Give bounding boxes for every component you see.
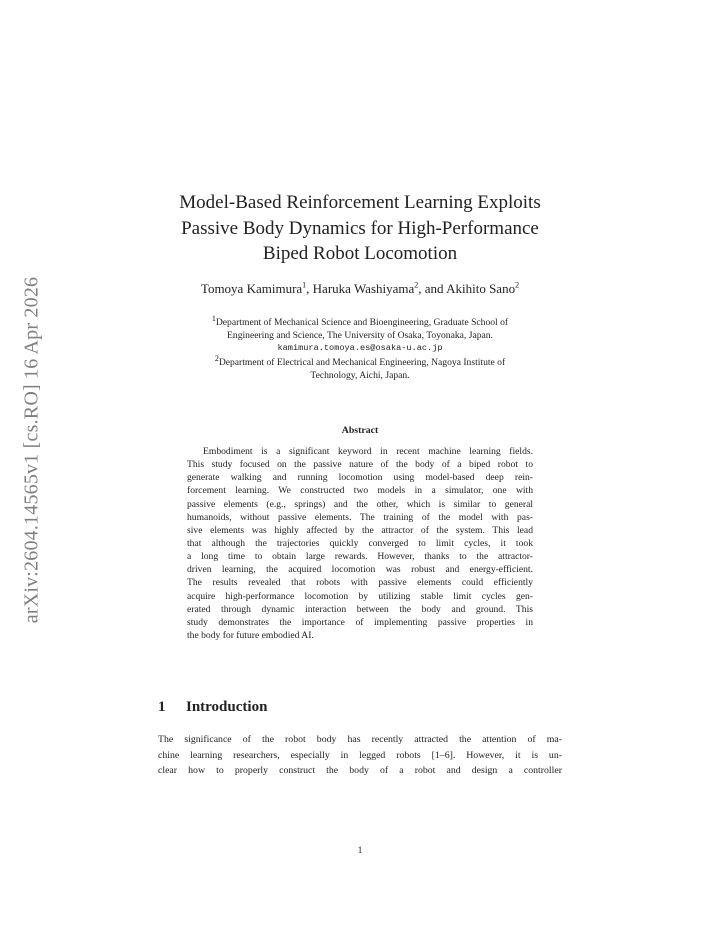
author-separator: , and bbox=[418, 281, 447, 296]
affiliation-mark: 1 bbox=[211, 313, 216, 323]
author-affiliation-mark: 1 bbox=[302, 280, 307, 290]
affiliation-line: $^2$Department of Electrical and Mechanical Engineering, Nagoya Institute of bbox=[214, 353, 506, 368]
title-line: Model-Based Reinforcement Learning Exploits bbox=[179, 192, 541, 213]
page-number: 1 bbox=[357, 845, 363, 856]
introduction-text bbox=[158, 732, 562, 779]
title-line: Biped Robot Locomotion bbox=[262, 243, 458, 264]
abstract-body bbox=[187, 445, 533, 642]
affiliations bbox=[0, 313, 720, 382]
author-email: kamimura.tomoya.es@osaka-u.ac.jp bbox=[277, 343, 443, 354]
abstract-line: The results revealed that robots with passive elements could efficiently bbox=[187, 577, 533, 589]
abstract-line: passive elements (e.g., springs) and the other, which is similar to general bbox=[187, 498, 533, 510]
section-number: 1 bbox=[158, 699, 166, 715]
abstract-line: forcement learning. We constructed two models in a simulator, one with bbox=[187, 485, 533, 497]
abstract-line: humanoids, without passive elements. The training of the model with pas- bbox=[187, 511, 533, 523]
body-line: The significance of the robot body has recently attracted the attention of ma- bbox=[158, 734, 562, 745]
abstract-line: study demonstrates the importance of implementing passive properties in bbox=[187, 616, 533, 628]
body-line: chine learning researchers, especially in legged robots [1–6]. However, it is un- bbox=[158, 749, 562, 761]
abstract-heading: Abstract bbox=[341, 425, 379, 436]
author-name: Tomoya Kamimura bbox=[200, 281, 303, 296]
abstract-line: erated through dynamic interaction between the body and ground. This bbox=[187, 603, 533, 615]
author-list bbox=[0, 281, 720, 297]
abstract-line: the body for future embodied AI. bbox=[187, 629, 314, 641]
abstract-line: a long time to obtain large rewards. However, thanks to the attractor- bbox=[187, 551, 533, 563]
abstract-line: generate walking and running locomotion using model-based deep rein- bbox=[187, 472, 533, 484]
section-title: Introduction bbox=[186, 699, 268, 715]
body-line: clear how to properly construct the body of a robot and design a controller bbox=[158, 765, 562, 777]
abstract-line: driven learning, the acquired locomotion was robust and energy-efficient. bbox=[187, 564, 533, 576]
affiliation-line: Engineering and Science, The University of Osaka, Toyonaka, Japan. bbox=[227, 330, 493, 342]
abstract-line: Embodiment is a significant keyword in recent machine learning fields. bbox=[203, 446, 533, 457]
title-line: Passive Body Dynamics for High-Performance bbox=[181, 217, 539, 239]
abstract-line: This study focused on the passive nature of the body of a biped robot to bbox=[187, 459, 533, 471]
affiliation-line: $^1$Department of Mechanical Science and Bioengineering, Graduate School of bbox=[211, 313, 509, 328]
abstract-line: sive elements was highly affected by the attractor of the system. This lead bbox=[187, 524, 533, 536]
author-affiliation-mark: 2 bbox=[414, 280, 419, 290]
author-name: Akihito Sano bbox=[446, 281, 516, 296]
abstract-line: that although the trajectories quickly converged to limit cycles, it took bbox=[187, 537, 533, 549]
author-affiliation-mark: 2 bbox=[515, 280, 520, 290]
section-heading bbox=[158, 699, 267, 716]
author-separator: , bbox=[306, 281, 313, 296]
affiliation-line: Technology, Aichi, Japan. bbox=[310, 369, 410, 381]
arxiv-identifier-stamp: arXiv:2604.14565v1 [cs.RO] 16 Apr 2026 bbox=[20, 276, 43, 624]
affiliation-mark: 2 bbox=[214, 353, 219, 363]
author-name: Haruka Washiyama bbox=[312, 281, 415, 296]
abstract-line: acquire high-performance locomotion by utilizing stable limit cycles gen- bbox=[187, 590, 533, 602]
paper-title bbox=[0, 190, 720, 267]
